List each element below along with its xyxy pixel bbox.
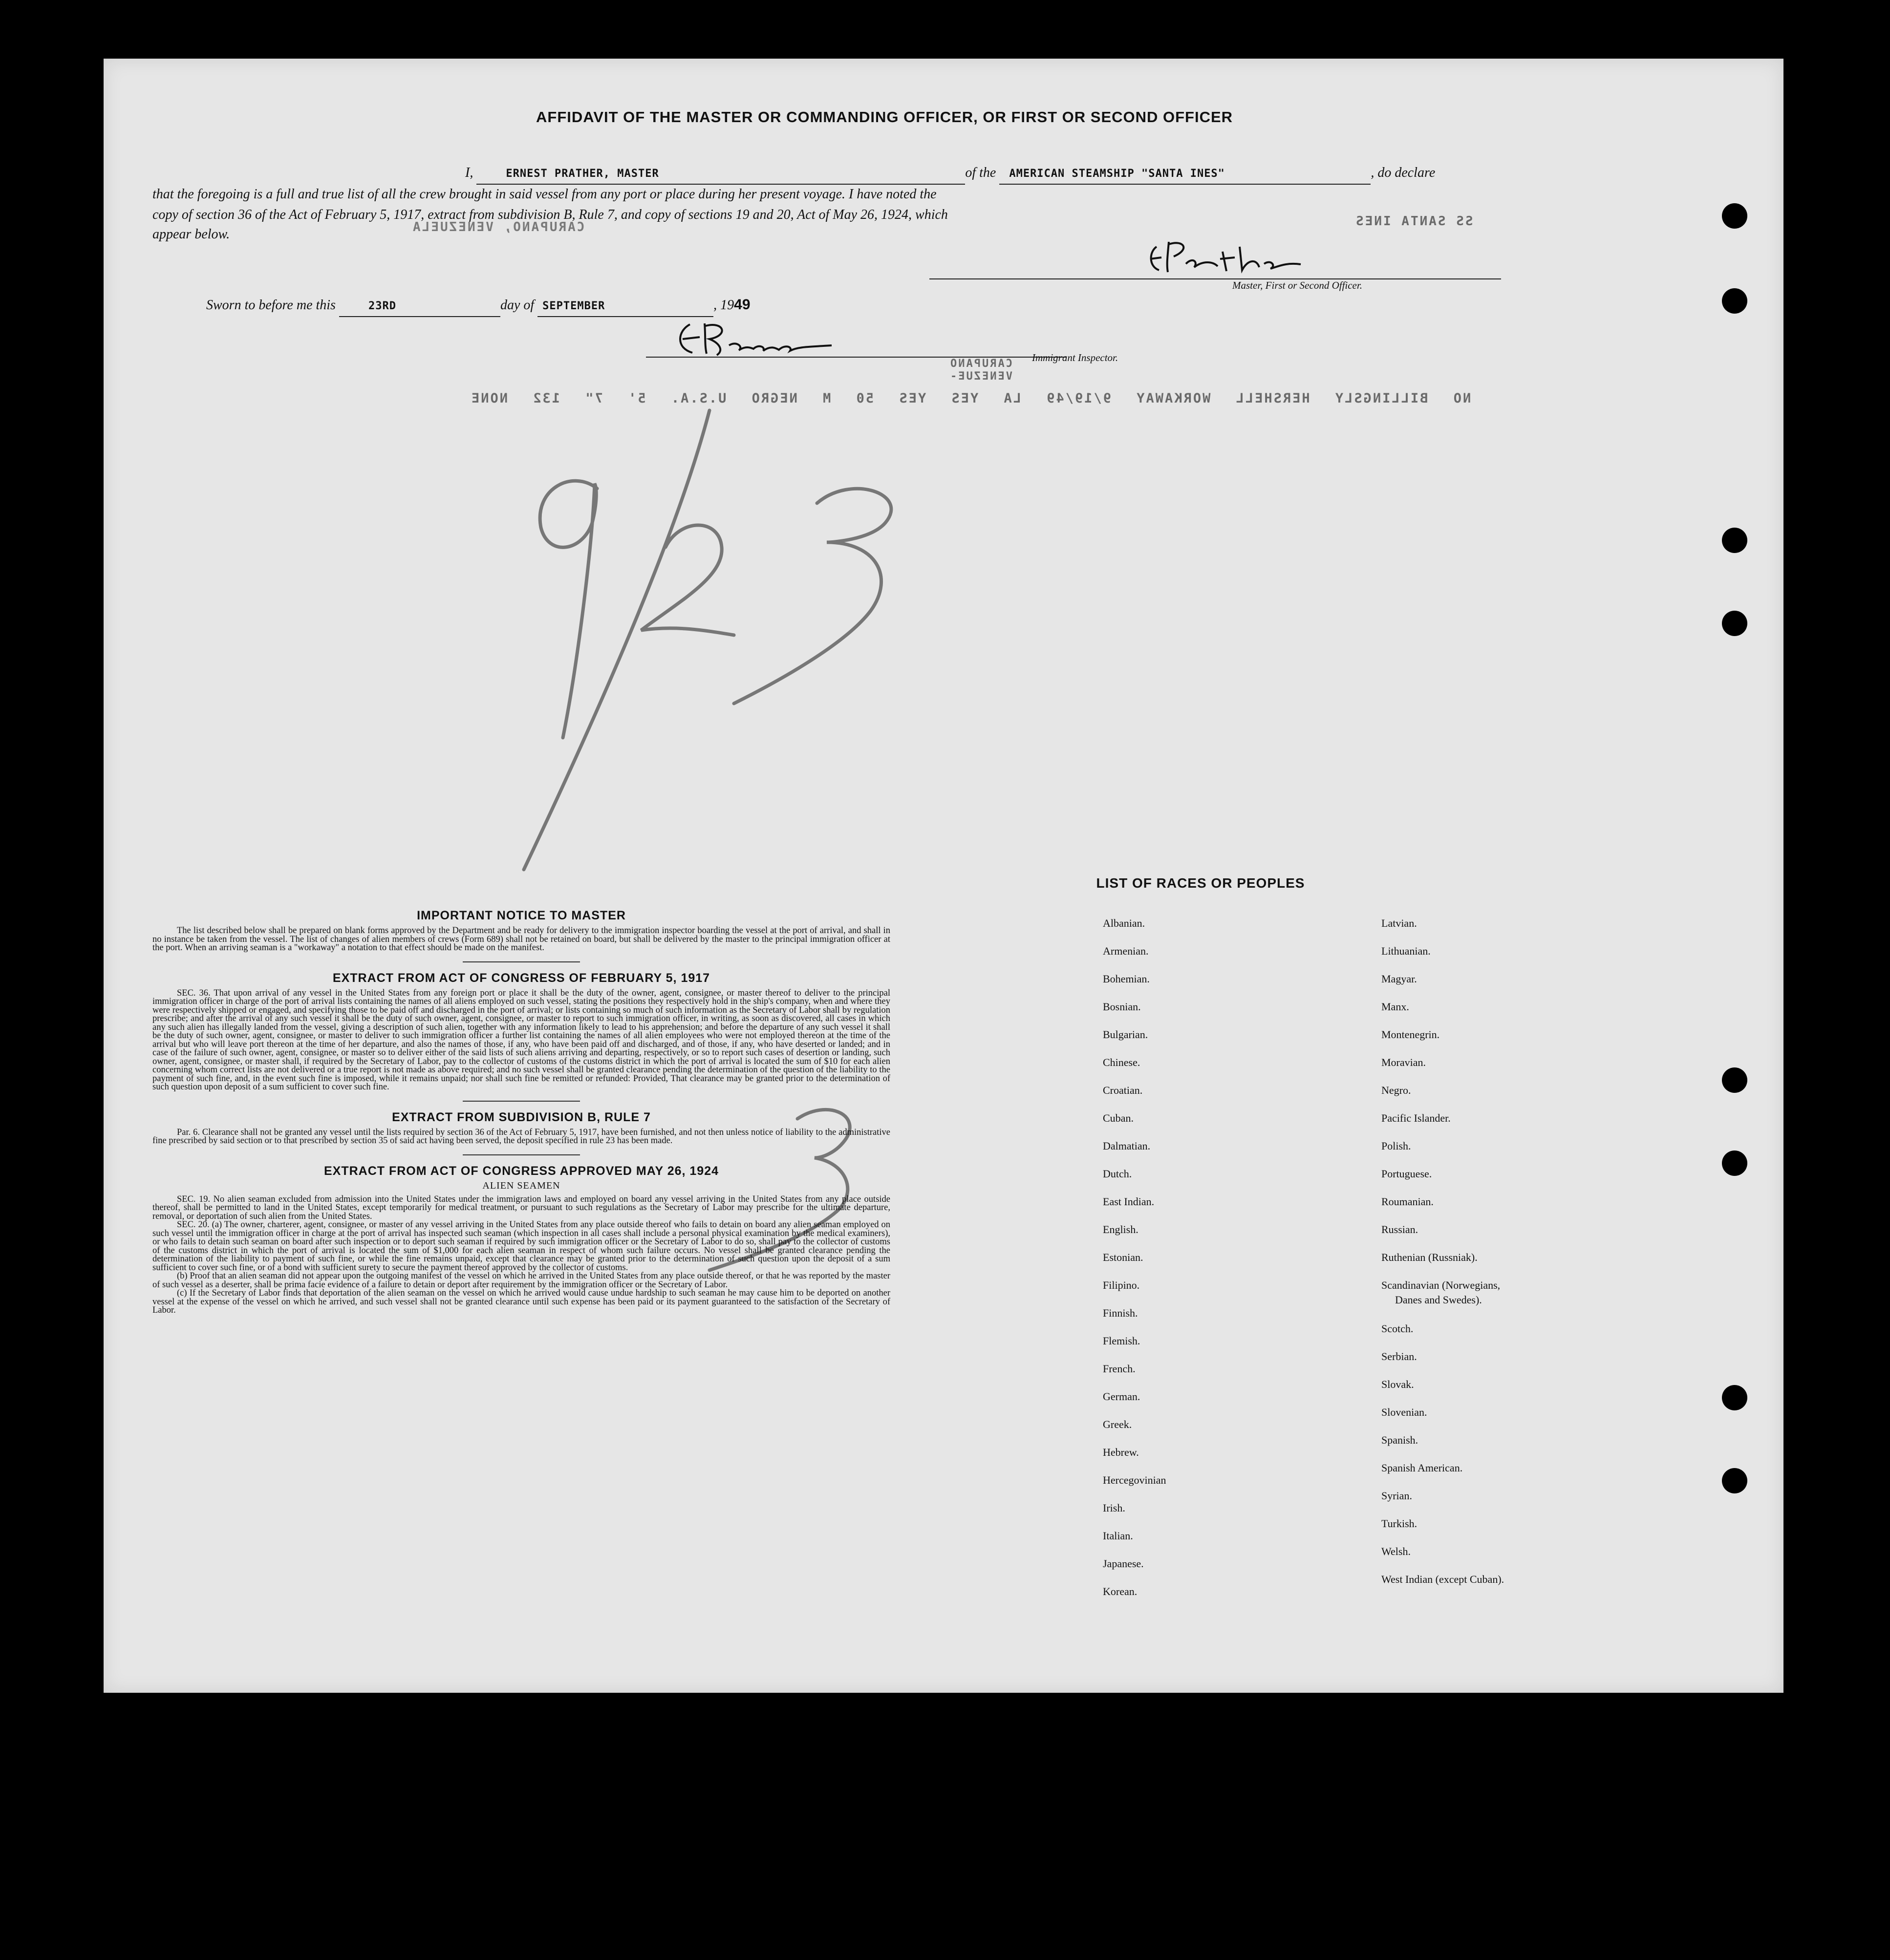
race-item: Scandinavian (Norwegians, (1381, 1279, 1501, 1291)
document-page (104, 59, 1783, 1693)
race-item: Japanese. (1103, 1557, 1144, 1570)
extract-1924-subheading: ALIEN SEAMEN (482, 1180, 560, 1191)
race-item: French. (1103, 1363, 1136, 1375)
race-item: Dutch. (1103, 1168, 1132, 1180)
race-item: Hercegovinian (1103, 1474, 1166, 1486)
bleed-through-vessel: SS SANTA INES (1354, 214, 1473, 229)
race-item: West Indian (except Cuban). (1381, 1573, 1504, 1585)
race-item: Spanish American. (1381, 1462, 1463, 1474)
race-item: Estonian. (1103, 1251, 1143, 1263)
race-item: Bulgarian. (1103, 1028, 1148, 1041)
master-caption: Master, First or Second Officer. (1232, 279, 1362, 291)
sworn-month: SEPTEMBER (542, 300, 605, 312)
notice-heading: IMPORTANT NOTICE TO MASTER (417, 909, 626, 922)
race-item: Polish. (1381, 1140, 1411, 1152)
race-item: Moravian. (1381, 1056, 1426, 1068)
race-item: Korean. (1103, 1585, 1138, 1598)
sworn-day: 23RD (368, 300, 396, 312)
bleed-through-port: CARUPANO, VENEZUELA (411, 220, 585, 234)
race-item: Italian. (1103, 1530, 1133, 1542)
race-item: Lithuanian. (1381, 945, 1431, 957)
extract-1917-heading: EXTRACT FROM ACT OF CONGRESS OF FEBRUARY 5, 1917 (332, 971, 710, 985)
punch-hole (1722, 1067, 1747, 1093)
races-left-column (1103, 917, 1259, 1669)
race-item: Armenian. (1103, 945, 1149, 957)
year-prefix: , 19 (713, 298, 734, 313)
race-item: Welsh. (1381, 1545, 1411, 1557)
race-item: Serbian. (1381, 1350, 1417, 1363)
race-item: Bosnian. (1103, 1001, 1141, 1013)
divider (463, 1154, 580, 1155)
race-item: Filipino. (1103, 1279, 1140, 1291)
of-the-label: of the (965, 165, 996, 180)
extract-rule7-text: Par. 6. Clearance shall not be granted any vessel until the lists required by section 36 of the Act of February 5, 1917, have been furnished, and not then unless notice of liability to the administrative fine prescribed by said section or to that prescribed by section 35 of said act having been served, the deposit specified in rule 23 has been made. (152, 1127, 890, 1146)
race-item: Latvian. (1381, 917, 1417, 929)
punch-hole (1722, 203, 1747, 229)
bleed-through-stamp: CARUPANO VENEZUE- (949, 358, 1012, 383)
race-item: Slovak. (1381, 1378, 1414, 1390)
pencil-slash (524, 410, 709, 870)
race-item: Bohemian. (1103, 973, 1150, 985)
race-item: Albanian. (1103, 917, 1145, 929)
race-item: Irish. (1103, 1502, 1125, 1514)
race-item: Spanish. (1381, 1434, 1418, 1446)
declaration-line-4: appear below. (152, 227, 230, 242)
punch-hole (1722, 1468, 1747, 1493)
extract-1924-sec19: SEC. 19. No alien seaman excluded from admission into the United States under the immigration laws and employed on board any vessel arriving in the United States from any place outside thereof, shall be permitted to land in the United States, except temporarily for medical treatment, or pursuant to such regulations as the Secretary of Labor may prescribe for the ultimate departure, removal, or deportation of such alien from the United States. (152, 1194, 890, 1221)
bleed-through-crew-row: NO BILLINGSLY HERSHELL WORKAWAY 9/19/49 LA YES YES 50 M NEGRO U.S.A. 5' 7" 132 NONE (470, 391, 1471, 406)
vessel-name: AMERICAN STEAMSHIP "SANTA INES" (1009, 168, 1225, 180)
declaration-line-3: copy of section 36 of the Act of February 5, 1917, extract from subdivision B, Rule 7, and copy of sections 19 and 20, Act of May 26, 1924, which (152, 207, 948, 222)
race-item: Turkish. (1381, 1517, 1418, 1530)
pencil-digit-3-top (734, 489, 891, 703)
i-label: I, (465, 165, 473, 180)
race-item: English. (1103, 1223, 1138, 1236)
race-item: Hebrew. (1103, 1446, 1139, 1458)
race-item: Greek. (1103, 1418, 1132, 1430)
race-item-continuation: Danes and Swedes). (1395, 1294, 1482, 1306)
declaration-line-2: that the foregoing is a full and true list of all the crew brought in said vessel from any port or place during her present voyage. I have noted the (152, 187, 937, 202)
extract-1917-text: SEC. 36. That upon arrival of any vessel in the United States from any foreign port or place it shall be the duty of the owner, agent, consignee, or master thereof to deliver to the principal immigration officer in charge of the port of arrival lists containing the names of all aliens employed on such vessel, stating the positions they respectively hold in the ship's company, when and where they were respectively shipped or engaged, and specifying those to be paid off and discharged in the port of arrival; or lists containing so much of such information as the Secretary of Labor shall by regulation prescribe; and after the arrival of any such vessel it shall be the duty of such owner, agent, consignee, or master to report to such immigration officer, in writing, as soon as discovered, all cases in which any such alien has illegally landed from the vessel, giving a description of such alien, together with any information likely to lead to his apprehension; and before the departure of any such vessel it shall be the duty of such owner, agent, consignee, or master to deliver to such immigration officer a further list containing the names of all alien employees who were not employed thereon at the time of the arrival but who will leave port thereon at the time of her departure, and also the names of those, if any, who have been paid off and discharged, and of those, if any, who have deserted or landed; and in case of the failure of such owner, agent, consignee, or master so to deliver either of the said lists of such aliens arriving and departing, respectively, or so to report such cases of desertion or landing, such owner, agent, consignee, or master shall, if required by the Secretary of Labor, pay to the collector of customs of the customs district in which the port of arrival is located the sum of $10 for each alien concerning whom correct lists are not delivered or a true report is not made as above required; and no such vessel shall be granted clearance pending the determination of the question of the liability to the payment of such fine, and, in the event such fine is imposed, while it remains unpaid; nor shall such fine be remitted or refunded: Provided, That clearance may be granted prior to the determination of such question upon deposit of a sum sufficient to cover such fine. (152, 988, 890, 1092)
races-right-column (1381, 917, 1655, 1669)
race-item: East Indian. (1103, 1195, 1155, 1208)
punch-hole (1722, 528, 1747, 553)
race-item: Magyar. (1381, 973, 1417, 985)
day-of-label: day of (500, 298, 535, 313)
legal-notices-column (152, 909, 890, 1315)
extract-rule7-heading: EXTRACT FROM SUBDIVISION B, RULE 7 (392, 1110, 651, 1124)
extract-1924-sec20b: (b) Proof that an alien seaman did not appear upon the outgoing manifest of the vessel on which he arrived in the United States from any place outside thereof, or that he was reported by the master of such vessel as a deserter, shall be prima facie evidence of a failure to detain or deport after requirement by the immigration officer or the Secretary of Labor. (152, 1271, 890, 1290)
races-heading: LIST OF RACES OR PEOPLES (1096, 875, 1305, 891)
race-item: Syrian. (1381, 1490, 1412, 1502)
race-item: Roumanian. (1381, 1195, 1434, 1208)
extract-1924-heading: EXTRACT FROM ACT OF CONGRESS APPROVED MAY 26, 1924 (323, 1164, 719, 1178)
affidavit-title: AFFIDAVIT OF THE MASTER OR COMMANDING OFFICER, OR FIRST OR SECOND OFFICER (536, 108, 1233, 126)
race-item: Manx. (1381, 1001, 1409, 1013)
punch-hole (1722, 1150, 1747, 1176)
punch-hole (1722, 288, 1747, 314)
pencil-digit-2 (641, 525, 734, 635)
pencil-digit-9 (540, 481, 597, 738)
year-handwritten: 49 (734, 297, 751, 313)
punch-hole (1722, 611, 1747, 636)
race-item: Pacific Islander. (1381, 1112, 1451, 1124)
race-item: Cuban. (1103, 1112, 1134, 1124)
punch-hole (1722, 1385, 1747, 1410)
race-item: Russian. (1381, 1223, 1418, 1236)
race-item: Scotch. (1381, 1322, 1414, 1335)
sworn-label: Sworn to before me this (206, 298, 336, 313)
race-item: Montenegrin. (1381, 1028, 1440, 1041)
inspector-caption: Immigrant Inspector. (1032, 352, 1118, 363)
extract-1924-sec20c: (c) If the Secretary of Labor finds that deportation of the alien seaman on the vessel on which he arrived would cause undue hardship to such seaman he may cause him to be deported on another vessel at the expense of the vessel on which he arrived, and such vessel shall not be granted clearance until such expense has been paid or its payment guaranteed to the satisfaction of the Secretary of Labor. (152, 1288, 890, 1315)
divider (463, 961, 580, 962)
race-item: German. (1103, 1390, 1140, 1403)
race-item: Chinese. (1103, 1056, 1140, 1068)
race-item: Flemish. (1103, 1335, 1140, 1347)
race-item: Negro. (1381, 1084, 1411, 1096)
race-item: Finnish. (1103, 1307, 1138, 1319)
extract-1924-sec20a: SEC. 20. (a) The owner, charterer, agent, consignee, or master of any vessel arriving in the United States from any place outside thereof who fails to detain on board any alien seaman employed on such vessel until the immigration officer in charge at the port of arrival has inspected such seaman (which inspection in all cases shall include a personal physical examination by the medical examiners), or who fails to detain such seaman on board after such inspection or to deport such seaman if required by such immigration officer or the Secretary of Labor to do so, shall pay to the collector of customs of the customs district in which the port of arrival is located the sum of $1,000 for each alien seaman in respect of whom such failure occurs. No vessel shall be granted clearance pending the determination of the liability to payment of such fine, or while the fine remains unpaid, except that clearance may be granted prior to the determination of such question upon the deposit of a sum sufficient to cover such fine, or of a bond with sufficient surety to secure the payment thereof approved by the collector of customs. (152, 1220, 890, 1273)
do-declare-label: , do declare (1371, 165, 1436, 180)
race-item: Croatian. (1103, 1084, 1143, 1096)
race-item: Portuguese. (1381, 1168, 1432, 1180)
race-item: Dalmatian. (1103, 1140, 1151, 1152)
divider (463, 1101, 580, 1102)
race-item: Slovenian. (1381, 1406, 1427, 1418)
notice-text: The list described below shall be prepared on blank forms approved by the Department and be ready for delivery to the immigration inspector boarding the vessel at the port of arrival, and shall in no instance be taken from the vessel. The list of changes of alien members of crews (Form 689) shall not be retained on board, but shall be delivered by the master to the principal immigration officer at the port. When an arriving seaman is a "workaway" a notation to that effect should be made on the manifest. (152, 926, 890, 953)
master-name: ERNEST PRATHER, MASTER (506, 168, 659, 180)
race-item: Ruthenian (Russniak). (1381, 1251, 1478, 1263)
